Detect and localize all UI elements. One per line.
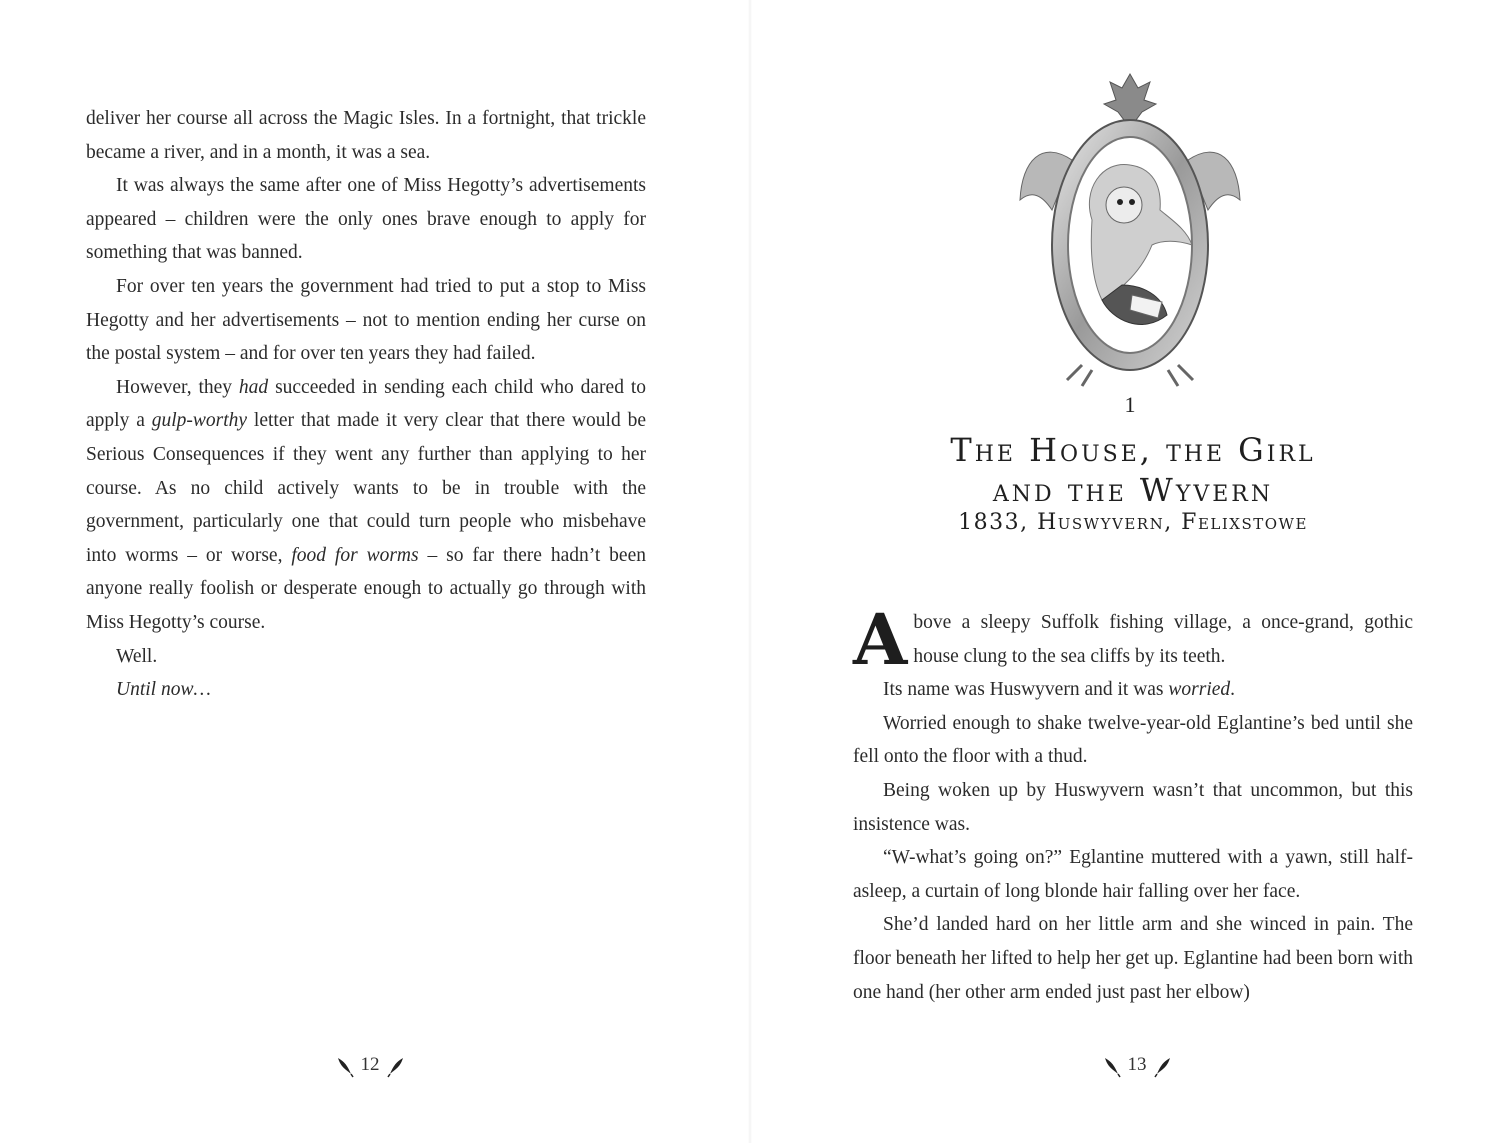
paragraph [853,598,1413,681]
paragraph [86,673,646,707]
chapter-illustration [1012,70,1248,388]
right-leaf-icon [386,1052,406,1078]
chapter-subtitle: 1833, Huswyvern, Felixstowe [958,510,1308,535]
paragraph: deliver her course all across the Magic Isles. In a fortnight, that trickle became a river, and in a month, it was a sea. [86,108,646,163]
page-footer [1077,1050,1197,1080]
paragraph: Well. [116,645,158,667]
text-run: Its name was Huswyvern and it was [883,679,1169,701]
text-run: . [1230,679,1236,701]
right-page [750,0,1500,1143]
right-page-body [853,598,1413,1009]
chapter-title-line: and the Wyvern [992,471,1274,509]
chapter-number: 1 [1124,392,1136,417]
text-run: letter that made it very clear that there would be Serious Consequences if they went any further than applying to her course. As no child actively wants to be in trouble with the government, particularly one that could turn people who misbehave into worms – or worse, [86,410,646,566]
left-page-body [86,102,646,707]
paragraph [853,673,1413,707]
page-footer [310,1050,430,1080]
chapter-title [750,430,1500,510]
chapter-title-line: The House, the Girl [950,431,1316,469]
text-run: – so far there hadn’t been anyone really foolish or desperate enough to actually go through with Miss Hegotty’s course. [86,544,646,633]
text-run: However, they [116,376,239,398]
emphasis: food for worms [291,544,419,566]
paragraph: For over ten years the government had tried to put a stop to Miss Hegotty and her advertisements – not to mention ending her curse on the postal system – and for over ten years they had failed. [86,275,646,365]
paragraph [86,371,646,640]
paragraph: Being woken up by Huswyvern wasn’t that uncommon, but this insistence was. [853,779,1413,835]
paragraph: “W-what’s going on?” Eglantine muttered with a yawn, still half-asleep, a curtain of long blonde hair falling over her face. [853,847,1413,902]
emphasis: gulp-worthy [151,410,248,432]
left-leaf-icon [335,1052,355,1078]
drop-cap: A [853,598,908,681]
right-leaf-icon [1153,1052,1173,1078]
text-run: bove a sleepy Suffolk fishing village, a once-grand, gothic house clung to the sea cliffs by its teeth. [913,612,1413,667]
emphasis: Until now… [116,679,211,701]
paragraph: Worried enough to shake twelve-year-old Eglantine’s bed until she fell onto the floor with a thud. [853,712,1413,768]
left-leaf-icon [1102,1052,1122,1078]
page-number: 13 [1127,1054,1147,1075]
emphasis: worried [1168,679,1231,701]
emphasis: had [238,376,269,398]
text-run: succeeded in sending each child who dared to apply a [86,376,646,432]
paragraph: She’d landed hard on her little arm and she winced in pain. The floor beneath her lifted to help her get up. Eglantine had been born with one hand (her other arm ended just past her elbow) [853,914,1413,1003]
paragraph: It was always the same after one of Miss Hegotty’s advertisements appeared – children were the only ones brave enough to apply for something that was banned. [86,175,646,264]
page-number: 12 [360,1054,380,1075]
